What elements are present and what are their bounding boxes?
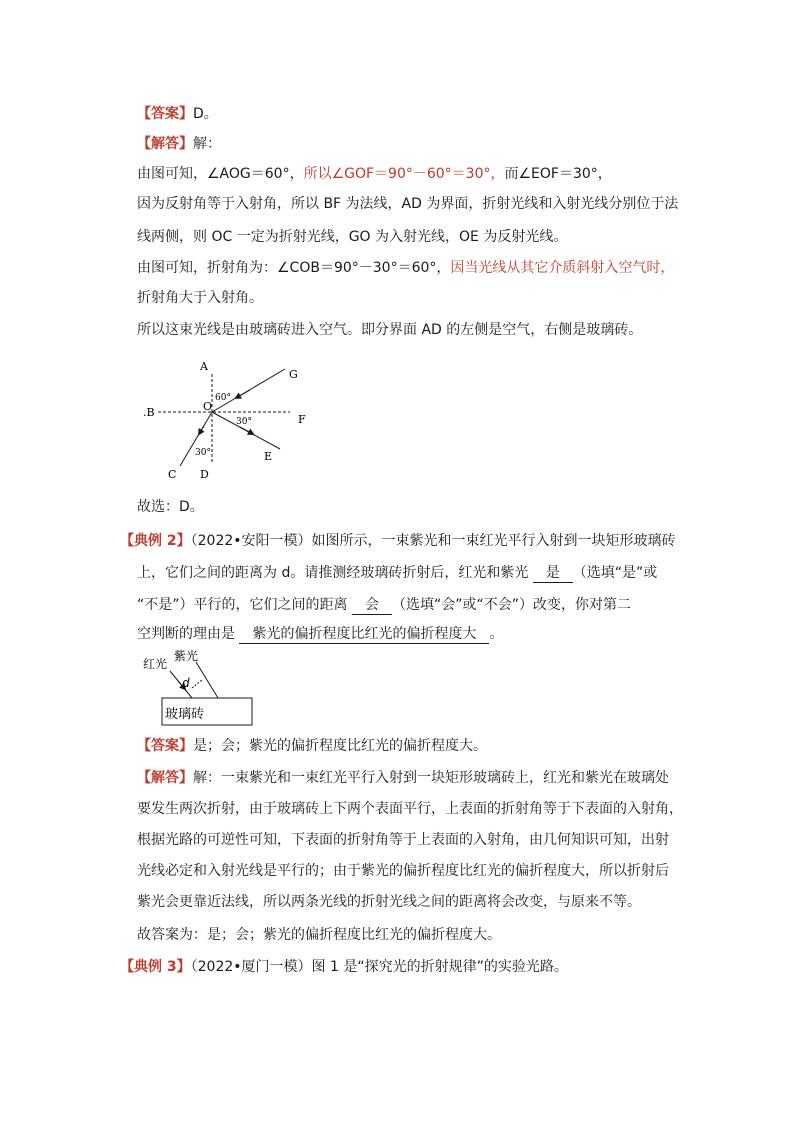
ray-diagram [140, 352, 330, 487]
text-segment: （2022•安阳一模）如图所示，一束紫光和一束红光平行入射到一块矩形玻璃砖 [190, 533, 676, 549]
text-segment: “不是”）平行的，它们之间的距离 [137, 597, 348, 613]
answer-blank-3: 紫光的偏折程度比红光的偏折程度大 [239, 625, 489, 644]
question-line [137, 563, 657, 583]
label-a: A [200, 360, 208, 373]
text-segment: 由图可知，折射角为：∠COB＝90°－30°＝60°， [137, 260, 451, 276]
solution-text-line: 折射角大于入射角。 [137, 290, 263, 306]
label-red-light: 红光 [143, 657, 168, 671]
solution-text-line: 光线必定和入射光线是平行的；由于紫光的偏折程度比红光的偏折程度大，所以折射后 [137, 863, 669, 879]
answer-tag: 【答案】 [137, 106, 193, 122]
solution-line [137, 768, 669, 788]
solution-tag: 【解答】 [137, 770, 193, 786]
label-d: D [200, 468, 209, 481]
label-c: C [168, 468, 177, 481]
purple-light-ray [196, 662, 218, 698]
glass-brick-diagram [140, 646, 258, 730]
ray-oc-arrow [199, 426, 204, 434]
text-segment: 由图可知，∠AOG＝60°， [137, 166, 304, 182]
text-segment: （2022•厦门一模）图 1 是“探究光的折射规律”的实验光路。 [190, 959, 568, 975]
angle-label-30-bottom: 30° [195, 448, 211, 458]
question-line [137, 624, 503, 644]
answer-blank-1: 是 [533, 564, 573, 583]
ray-oe-arrow [240, 427, 253, 434]
solution-text-line [137, 164, 612, 184]
label-f: F [298, 413, 306, 426]
solution-text-line: 所以这束光线是由玻璃砖进入空气。即分界面 AD 的左侧是空气，右侧是玻璃砖。 [137, 322, 643, 338]
text-segment-red: 所以∠GOF＝90°－60°＝30°， [303, 166, 505, 182]
text-segment: 而∠EOF＝30°， [504, 166, 612, 182]
label-glass-brick: 玻璃砖 [165, 707, 205, 722]
ray-go-arrow [236, 390, 250, 398]
solution-line [137, 134, 221, 154]
question-line [120, 957, 568, 977]
answer-line [137, 104, 218, 124]
label-g: G [289, 368, 298, 381]
text-segment: （选填“是”或 [572, 565, 658, 581]
conclusion-line: 故选：D。 [137, 499, 204, 515]
angle-label-30-right: 30° [236, 417, 252, 427]
solution-text-line: 根据光路的可逆性可知，下表面的折射角等于上表面的入射角，由几何知识可知，出射 [137, 832, 669, 848]
answer-value: 是；会；紫光的偏折程度比红光的偏折程度大。 [193, 738, 487, 754]
solution-text-line: 线两侧，则 OC 一定为折射光线，GO 为入射光线，OE 为反射光线。 [137, 229, 568, 245]
text-segment: 空判断的理由是 [137, 626, 235, 642]
label-purple-light: 紫光 [174, 649, 199, 663]
label-o: O [203, 400, 213, 413]
text-segment: 上，它们之间的距离为 d。请推测经玻璃砖折射后，红光和紫光 [137, 565, 529, 581]
solution-text-line: 因为反射角等于入射角，所以 BF 为法线，AD 为界面，折射光线和入射光线分别位于法 [137, 196, 679, 212]
text-segment: 解：一束紫光和一束红光平行入射到一块矩形玻璃砖上，红光和紫光在玻璃处 [193, 770, 669, 786]
question-line [137, 595, 631, 615]
example-tag: 【典例 3】 [120, 959, 191, 975]
label-b: .B [143, 406, 155, 419]
text-segment: 。 [489, 626, 504, 642]
answer-tag: 【答案】 [137, 738, 193, 754]
solution-text-line [137, 258, 674, 278]
answer-line [137, 736, 487, 756]
answer-value: D。 [193, 106, 218, 122]
solution-text-line: 要发生两次折射，由于玻璃砖上下两个表面平行，上表面的折射角等于下表面的入射角， [137, 801, 683, 817]
question-line [120, 531, 676, 551]
angle-label-60: 60° [215, 393, 231, 403]
solution-lead: 解： [193, 136, 221, 152]
solution-tag: 【解答】 [137, 136, 193, 152]
distance-marker [192, 680, 202, 688]
solution-text-line: 故答案为：是；会；紫光的偏折程度比红光的偏折程度大。 [137, 927, 501, 943]
text-segment-red: 因当光线从其它介质斜射入空气时， [450, 260, 675, 276]
label-distance-d: d [182, 676, 190, 690]
text-segment: （选填“会”或“不会”）改变，你对第二 [391, 597, 631, 613]
example-tag: 【典例 2】 [120, 533, 191, 549]
label-e: E [264, 450, 273, 463]
solution-text-line: 紫光会更靠近法线，所以两条光线的折射光线之间的距离将会改变，与原来不等。 [137, 894, 641, 910]
answer-blank-2: 会 [352, 596, 392, 615]
